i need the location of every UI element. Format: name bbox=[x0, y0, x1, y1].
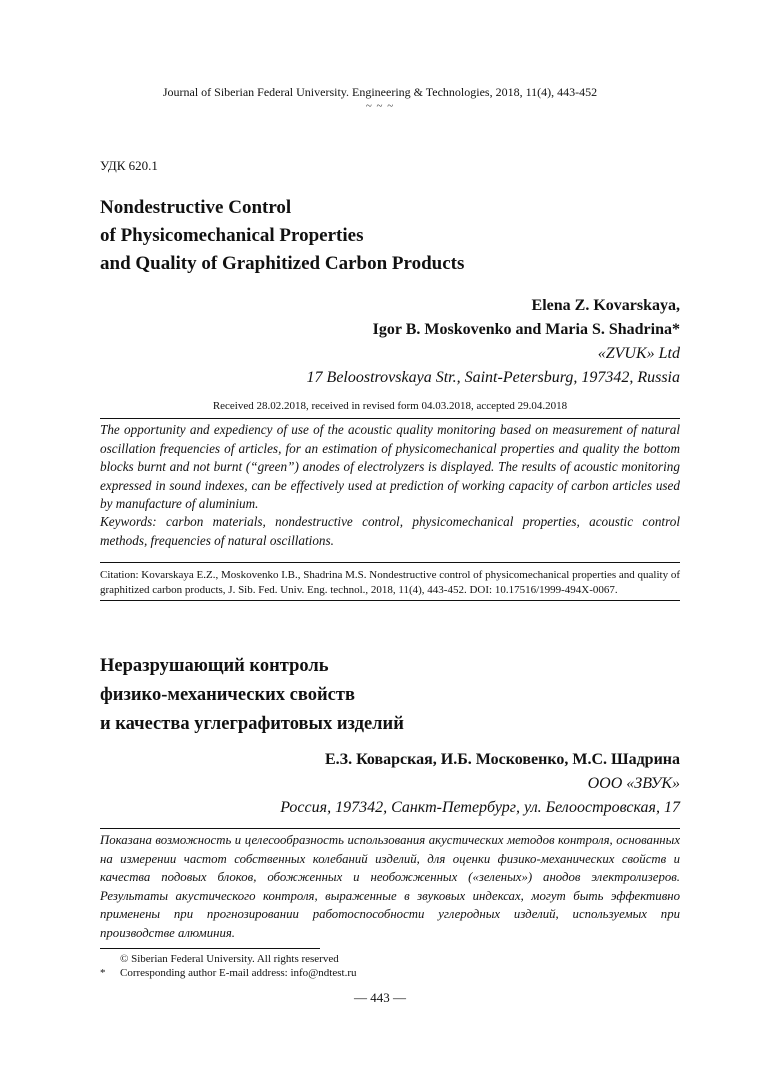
affiliation-line: ООО «ЗВУК» bbox=[587, 775, 680, 792]
corresponding-email: Corresponding author E-mail address: info@ndtest.ru bbox=[120, 967, 357, 979]
title-ru-line: физико-механических свойств bbox=[100, 685, 355, 705]
author-line: Elena Z. Kovarskaya, bbox=[531, 297, 680, 314]
journal-header: Journal of Siberian Federal University. Engineering & Technologies, 2018, 11(4), 443-452 bbox=[162, 85, 598, 99]
divider bbox=[100, 562, 680, 563]
udk-code: УДК 620.1 bbox=[100, 158, 158, 173]
keywords-en: Keywords: carbon materials, nondestructive control, physicomechanical properties, acoustic control methods, frequencies of natural oscillations. bbox=[100, 514, 680, 548]
abstract-ru: Показана возможность и целесообразность использования акустических методов контроля, основанных на измерении частот собственных колебаний изделий, для оценки физико-механических свойств и качества подовых блоков, обожженных и необожженных («зеленых») анодов электролизеров. Результаты акустического контроля, выраженные в звуковых индексах, могут быть эффективно применены при прогнозировании работоспособности углеродных изделий, используемых при производстве алюминия. bbox=[100, 833, 680, 940]
footnote-corresponding bbox=[100, 966, 357, 980]
footnote-divider bbox=[100, 948, 320, 949]
citation: Citation: Kovarskaya E.Z., Moskovenko I.B., Shadrina M.S. Nondestructive control of physicomechanical properties and quality of graphitized carbon products, J. Sib. Fed. Univ. Eng. technol., 2018, 11(4), 443-452. DOI: 10.17516/1999-494X-0067. bbox=[100, 569, 680, 596]
affiliation-line: «ZVUK» Ltd bbox=[597, 345, 680, 362]
title-ru-line: и качества углеграфитовых изделий bbox=[100, 714, 404, 734]
affiliation-en bbox=[307, 342, 680, 390]
divider bbox=[100, 418, 680, 419]
affiliation-line: 17 Beloostrovskaya Str., Saint-Petersburg, 197342, Russia bbox=[306, 369, 680, 386]
abstract-en: The opportunity and expediency of use of the acoustic quality monitoring based on measurement of natural oscillation frequencies of articles, for an estimation of physicomechanical properties and quality the bottom blocks burnt and not burnt (“green”) anodes of electrolyzers is displayed. The results of acoustic monitoring expressed in sound indexes, can be effectively used at prediction of working capacity of carbon articles used by manufacture of aluminium. bbox=[100, 422, 680, 511]
header-tilde: ~ ~ ~ bbox=[365, 100, 395, 112]
footnote-star: * bbox=[100, 967, 106, 979]
affiliation-ru bbox=[280, 772, 680, 820]
divider bbox=[100, 600, 680, 601]
title-en-line: and Quality of Graphitized Carbon Products bbox=[100, 253, 465, 274]
article-title-ru bbox=[100, 652, 404, 739]
title-en-line: Nondestructive Control bbox=[100, 197, 292, 218]
title-ru-line: Неразрушающий контроль bbox=[100, 656, 329, 676]
authors-ru: Е.З. Коварская, И.Б. Московенко, М.С. Шадрина bbox=[324, 751, 680, 768]
divider bbox=[100, 828, 680, 829]
title-en-line: of Physicomechanical Properties bbox=[100, 225, 364, 246]
authors-en bbox=[373, 294, 680, 342]
page-number: — 443 — bbox=[354, 990, 406, 1005]
copyright-text: © Siberian Federal University. All rights reserved bbox=[120, 953, 339, 965]
footnote-copyright bbox=[100, 952, 339, 966]
author-line: Igor B. Moskovenko and Maria S. Shadrina* bbox=[372, 321, 680, 338]
article-title-en bbox=[100, 194, 464, 278]
affiliation-line: Россия, 197342, Санкт-Петербург, ул. Белоостровская, 17 bbox=[280, 799, 680, 816]
received-dates: Received 28.02.2018, received in revised form 04.03.2018, accepted 29.04.2018 bbox=[212, 400, 568, 412]
